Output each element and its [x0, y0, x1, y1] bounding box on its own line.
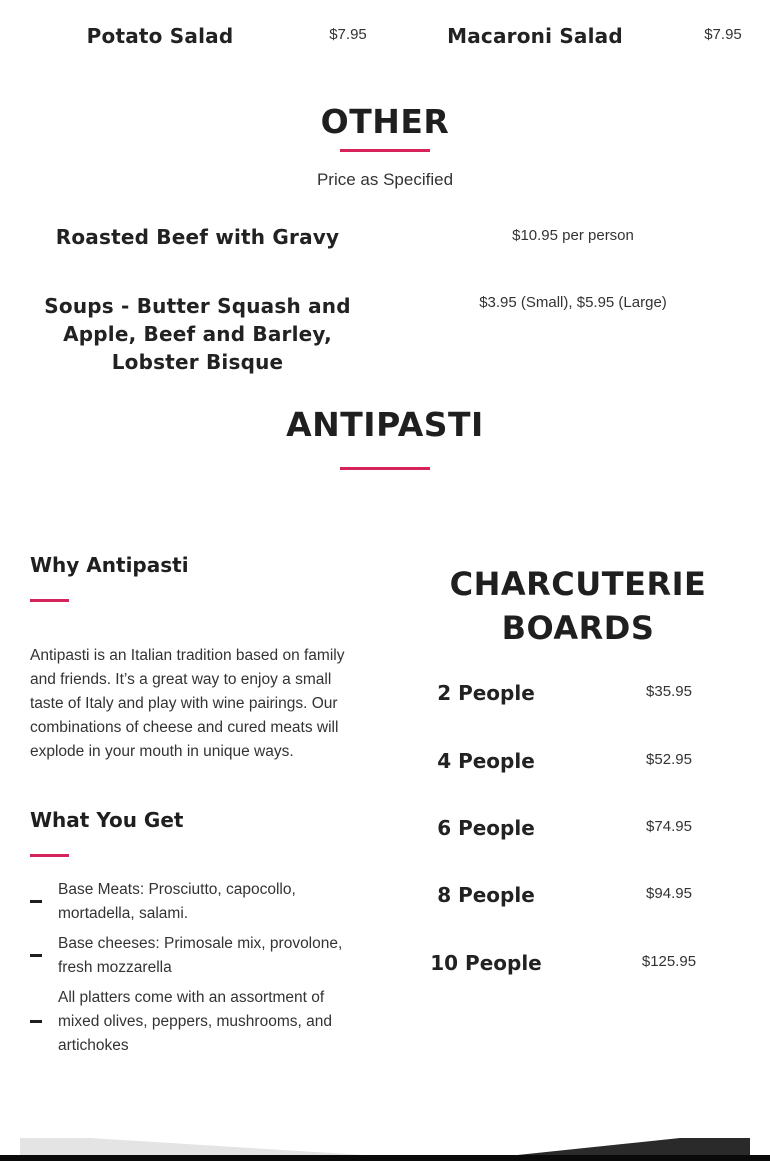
menu-item-price: $3.95 (Small), $5.95 (Large)	[479, 294, 667, 311]
menu-item-name: Roasted Beef with Gravy	[55, 225, 340, 249]
menu-item-price: $7.95	[329, 26, 367, 43]
list-item: Base Meats: Prosciutto, capocollo, mortadella, salami.	[58, 881, 296, 922]
section-title-antipasti: ANTIPASTI	[286, 405, 484, 444]
board-name: 4 People	[437, 749, 535, 773]
menu-item-name: Soups - Butter Squash and Apple, Beef and Barley, Lobster Bisque	[44, 294, 351, 374]
bullet-dash-icon	[30, 1020, 42, 1023]
bullet-dash-icon	[30, 954, 42, 957]
section-subtitle: Price as Specified	[316, 170, 454, 189]
board-price: $74.95	[646, 818, 692, 835]
why-antipasti-text: Antipasti is an Italian tradition based on family and friends. It’s a great way to enjoy a small taste of Italy and play with wine pairings. Our combinations of cheese and cured meats will explode in your mouth in unique ways.	[30, 647, 345, 760]
section-divider	[340, 467, 430, 470]
why-antipasti-heading: Why Antipasti	[30, 553, 189, 577]
menu-item-name: Macaroni Salad	[447, 24, 623, 48]
list-item: All platters come with an assortment of mixed olives, peppers, mushrooms, and artichokes	[58, 989, 332, 1054]
list-item: Base cheeses: Primosale mix, provolone, fresh mozzarella	[58, 935, 343, 976]
board-price: $52.95	[646, 751, 692, 768]
board-name: 6 People	[437, 816, 535, 840]
board-name: 10 People	[430, 951, 542, 975]
footer-banner	[0, 1130, 770, 1161]
section-divider	[340, 149, 430, 152]
board-price: $94.95	[646, 885, 692, 902]
menu-item-price: $7.95	[704, 26, 742, 43]
bullet-dash-icon	[30, 900, 42, 903]
what-you-get-heading: What You Get	[30, 808, 184, 832]
charcuterie-title: CHARCUTERIE BOARDS	[449, 565, 707, 647]
heading-divider	[30, 599, 69, 602]
board-price: $35.95	[646, 683, 692, 700]
section-title-other: OTHER	[320, 102, 450, 141]
board-price: $125.95	[641, 953, 697, 970]
board-name: 8 People	[437, 883, 535, 907]
menu-item-price: $10.95 per person	[512, 227, 634, 244]
heading-divider	[30, 854, 69, 857]
board-name: 2 People	[437, 681, 535, 705]
menu-item-name: Potato Salad	[86, 24, 234, 48]
